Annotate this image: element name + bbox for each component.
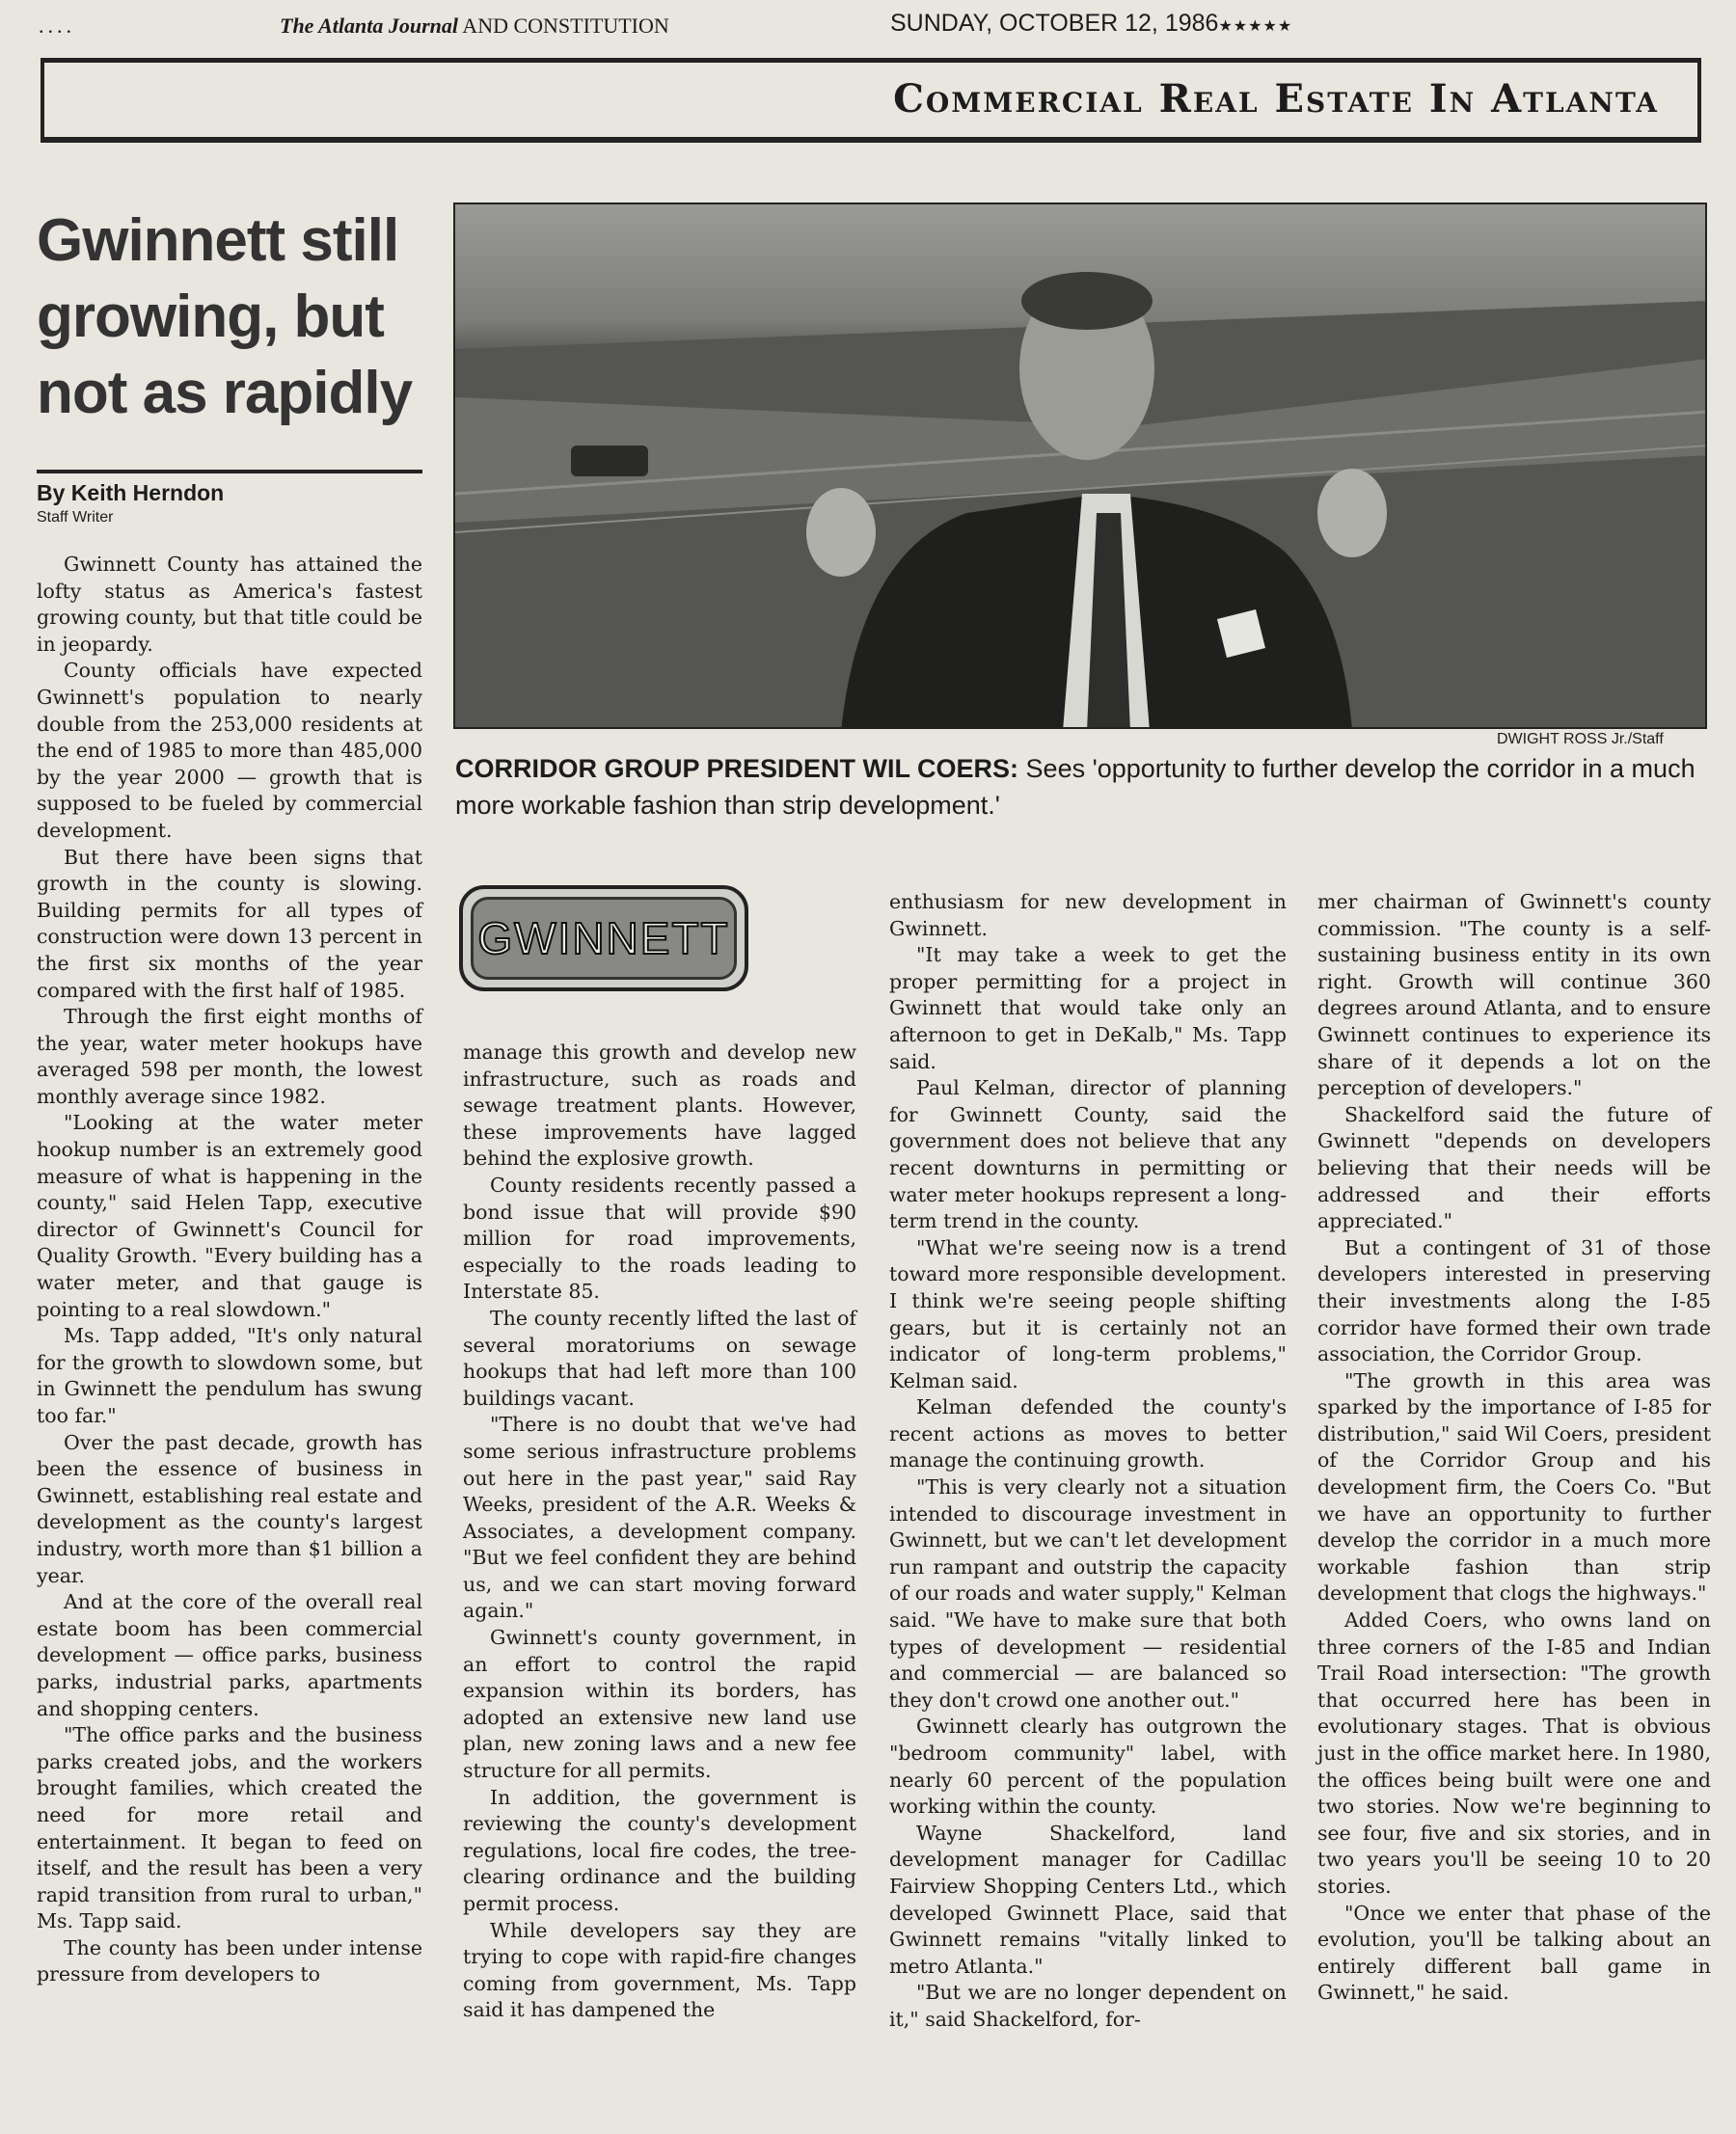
photo-caption xyxy=(455,750,1709,824)
paragraph: "But we are no longer dependent on it," said Shackelford, for- xyxy=(889,1981,1287,2031)
headline: Gwinnett still growing, but not as rapidly xyxy=(37,207,413,426)
caption-lead: CORRIDOR GROUP PRESIDENT WIL COERS: xyxy=(455,754,1019,783)
paragraph: "It may take a week to get the proper permitting for a project in Gwinnett that would take only an afternoon to get in DeKalb," Ms. Tapp said. xyxy=(889,943,1287,1073)
paragraph: "What we're seeing now is a trend toward more responsible development. I think we're seeing people shifting gears, but it is certainly not an indicator of long-term problems," Kelman said. xyxy=(889,1235,1287,1392)
paragraph: "Looking at the water meter hookup number is an extremely good measure of what is happening in the county," said Helen Tapp, executive director of Gwinnett's Council for Quality Growth. "Every building has a water meter, and that gauge is pointing to a real slowdown." xyxy=(37,1111,422,1321)
paragraph: mer chairman of Gwinnett's county commission. "The county is a self-sustaining business entity in its own right. Growth will continue 360 degrees around Atlanta, and to ensure Gwinnett continues to experience its share of it depends a lot on the perception of developers." xyxy=(1317,890,1711,1100)
paragraph: "There is no doubt that we've had some serious infrastructure problems out here in the past year," said Ray Weeks, president of the A.R. Weeks & Associates, a development company. "But we feel confident they are behind us, and we can start moving forward again." xyxy=(463,1413,856,1623)
paragraph: manage this growth and develop new infrastructure, such as roads and sewage treatment plants. However, these improvements have lagged behind the explosive growth. xyxy=(463,1040,856,1171)
byline: By Keith Herndon xyxy=(37,480,225,505)
paragraph: Added Coers, who owns land on three corners of the I-85 and Indian Trail Road intersection: "The growth that occurred here has been in evolutionary stages. That is obvious just in the office market here. In 1980, the offices being built were one and two stories. Now we're beginning to see four, five and six stories, and in two years you'll be seeing 10 to 20 stories. xyxy=(1317,1608,1711,1898)
article-column-4 xyxy=(1317,889,1711,2007)
photo-illustration xyxy=(455,204,1707,729)
paragraph: "Once we enter that phase of the evolution, you'll be talking about an entirely different ball game in Gwinnett," he said. xyxy=(1317,1901,1711,2005)
paragraph: Gwinnett clearly has outgrown the "bedroom community" label, with nearly 60 percent of the population working within the county. xyxy=(889,1715,1287,1819)
article-column-3 xyxy=(889,889,1287,2034)
paragraph: The county recently lifted the last of several moratoriums on sewage hookups that had left more than 100 buildings vacant. xyxy=(463,1306,856,1410)
paragraph: In addition, the government is reviewing the county's development regulations, local fire codes, the tree-clearing ordinance and the building permit process. xyxy=(463,1785,856,1915)
paragraph: "The office parks and the business parks created jobs, and the workers brought families, which created the need for more retail and entertainment. It began to feed on itself, and the result has been a very rapid transition from rural to urban," Ms. Tapp said. xyxy=(37,1723,422,1933)
paragraph: County residents recently passed a bond issue that will provide $90 million for road improvements, especially to the roads leading to Interstate 85. xyxy=(463,1173,856,1304)
caption-text: Sees 'opportunity to further develop the corridor in a much more workable fashion than strip development.' xyxy=(455,754,1695,820)
paragraph: Over the past decade, growth has been the essence of business in Gwinnett, establishing real estate and development as the county's largest industry, worth more than $1 billion a year. xyxy=(37,1430,422,1587)
article-column-2 xyxy=(463,1040,856,2024)
paragraph: County officials have expected Gwinnett's population to nearly double from the 253,000 residents at the end of 1985 to more than 485,000 by the year 2000 — growth that is supposed to be fueled by commercial development. xyxy=(37,659,422,842)
paragraph: But there have been signs that growth in the county is slowing. Building permits for all types of construction were down 13 percent in the first six months of the year compared with the first half of 1985. xyxy=(37,845,422,1002)
paragraph: "This is very clearly not a situation intended to discourage investment in Gwinnett, but we can't let development run rampant and outstrip the capacity of our roads and water supply," Kelman said. "We have to make sure that both types of development — residential and commercial — are balanced so they don't crowd one another out." xyxy=(889,1475,1287,1712)
gwinnett-logo xyxy=(459,885,748,991)
paragraph: Paul Kelman, director of planning for Gwinnett County, said the government does not believe that any recent downturns in permitting or water meter hookups represent a long-term trend in the county. xyxy=(889,1076,1287,1233)
section-title: Commercial Real Estate In Atlanta xyxy=(893,76,1659,122)
masthead xyxy=(27,6,1715,44)
paragraph: The county has been under intense pressure from developers to xyxy=(37,1935,422,1986)
paragraph: Ms. Tapp added, "It's only natural for the growth to slowdown some, but in Gwinnett the pendulum has swung too far." xyxy=(37,1324,422,1427)
paragraph: While developers say they are trying to cope with rapid-fire changes coming from government, Ms. Tapp said it has dampened the xyxy=(463,1918,856,2022)
photo-credit: DWIGHT ROSS Jr./Staff xyxy=(1497,731,1664,747)
paragraph: Through the first eight months of the year, water meter hookups have averaged 598 per month, the lowest monthly average since 1982. xyxy=(37,1005,422,1108)
newspaper-name xyxy=(280,14,669,39)
paragraph: enthusiasm for new development in Gwinnett. xyxy=(889,890,1287,940)
news-photo xyxy=(453,203,1707,729)
paragraph: And at the core of the overall real estate boom has been commercial development — office parks, business parks, industrial parks, apartments and shopping centers. xyxy=(37,1590,422,1720)
issue-date xyxy=(890,10,1292,38)
byline-role: Staff Writer xyxy=(37,509,114,526)
article-column-1 xyxy=(37,552,422,1988)
paragraph: But a contingent of 31 of those developers interested in preserving their investments along the I-85 corridor have formed their own trade association, the Corridor Group. xyxy=(1317,1235,1711,1366)
paragraph: Wayne Shackelford, land development manager for Cadillac Fairview Shopping Centers Ltd., which developed Gwinnett Place, said that Gwinnett remains "vitally linked to metro Atlanta." xyxy=(889,1821,1287,1978)
headline-rule xyxy=(37,470,422,473)
newspaper-name-gothic: The Atlanta Journal xyxy=(280,14,459,38)
paragraph: Gwinnett's county government, in an effort to control the rapid expansion within its borders, has adopted an extensive new land use plan, new zoning laws and a new fee structure for all permits. xyxy=(463,1626,856,1783)
gwinnett-logo-text: GWINNETT xyxy=(477,913,730,963)
edition-stars: ★★★★★ xyxy=(1218,18,1293,35)
section-header xyxy=(41,58,1701,143)
masthead-dots: .... xyxy=(39,14,75,38)
paragraph: "The growth in this area was sparked by the importance of I-85 for distribution," said Wil Coers, president of the Corridor Group and his development firm, the Coers Co. "But we have an opportunity to further develop the corridor in a much more workable fashion than strip development that clogs the highways." xyxy=(1317,1368,1711,1606)
paragraph: Kelman defended the county's recent actions as moves to better manage the continuing growth. xyxy=(889,1395,1287,1472)
issue-date-text: SUNDAY, OCTOBER 12, 1986 xyxy=(890,10,1219,37)
paragraph: Gwinnett County has attained the lofty status as America's fastest growing county, but that title could be in jeopardy. xyxy=(37,553,422,656)
newspaper-name-rest: AND CONSTITUTION xyxy=(458,14,669,38)
gwinnett-logo-inner xyxy=(471,897,737,980)
paragraph: Shackelford said the future of Gwinnett "depends on developers believing that their needs will be addressed and their efforts appreciated." xyxy=(1317,1102,1711,1233)
